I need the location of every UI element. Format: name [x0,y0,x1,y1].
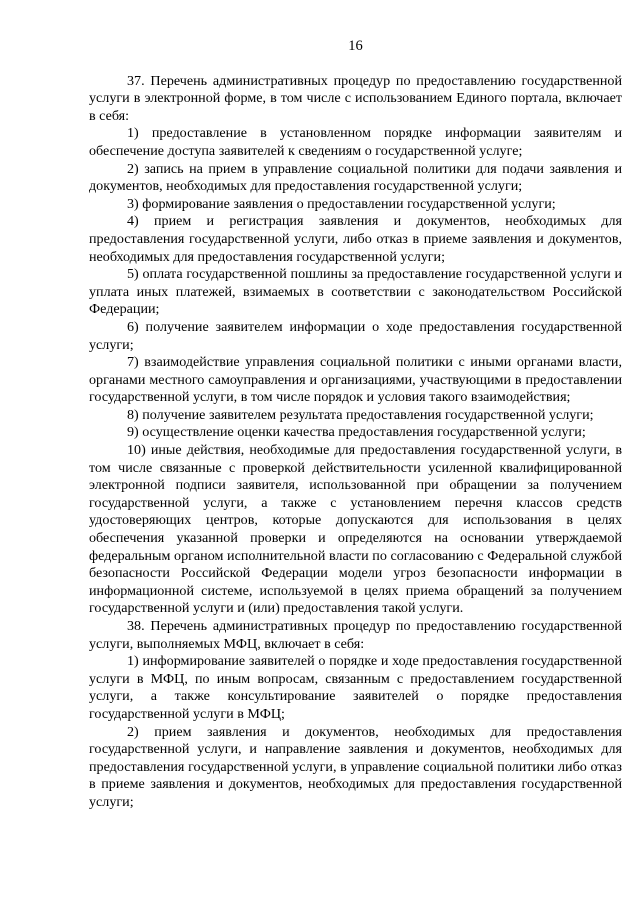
list-item-37-5: 5) оплата государственной пошлины за предоставление государственной услуги и уплата иных платежей, взимаемых в соответствии с законодательством Российской Федерации; [89,266,622,318]
paragraph-38-intro: 38. Перечень административных процедур по предоставлению государственной услуги, выполняемых МФЦ, включает в себя: [89,618,622,652]
list-item-37-1: 1) предоставление в установленном порядке информации заявителям и обеспечение доступа заявителей к сведениям о государственной услуге; [89,125,622,159]
list-item-37-10: 10) иные действия, необходимые для предоставления государственной услуги, в том числе связанные с проверкой действительности усиленной квалифицированной электронной подписи заявителя, использованной при обращении за получением государственной услуги, а также с установлением перечня классов средств удостоверяющих центров, которые допускаются для использования в целях обеспечения указанной проверки и определяются на основании утверждаемой федеральным органом исполнительной власти по согласованию с Федеральной службой безопасности Российской Федерации модели угроз безопасности информации в информационной системе, используемой в целях приема обращений за получением государственной услуги и (или) предоставления такой услуги. [89,442,622,617]
list-item-37-2: 2) запись на прием в управление социальной политики для подачи заявления и документов, необходимых для предоставления государственной услуги; [89,160,622,195]
list-item-38-2: 2) прием заявления и документов, необходимых для предоставления государственной услуги, и направление заявления и документов, необходимых для предоставления государственной услуги, в управление социальной политики либо отказ в приеме заявления и документов, необходимых для предоставления государственной услуги; [89,723,622,810]
paragraph-37-intro: 37. Перечень административных процедур по предоставлению государственной услуги в электронной форме, в том числе с использованием Единого портала, включает в себя: [89,72,622,124]
list-item-37-4: 4) прием и регистрация заявления и документов, необходимых для предоставления государственной услуги, либо отказ в приеме заявления и документов, необходимых для предоставления государственной услуги; [89,213,622,265]
list-item-37-8: 8) получение заявителем результата предоставления государственной услуги; [127,406,594,423]
list-item-37-3: 3) формирование заявления о предоставлении государственной услуги; [127,195,556,212]
document-page [89,38,622,812]
list-item-37-9: 9) осуществление оценки качества предоставления государственной услуги; [127,424,586,441]
page-number: 16 [348,38,363,54]
list-item-38-1: 1) информирование заявителей о порядке и ходе предоставления государственной услуги в МФЦ, по иным вопросам, связанным с предоставлением государственной услуги, а также консультирование заявителей о порядке предоставления государственной услуги в МФЦ; [89,653,622,722]
list-item-37-6: 6) получение заявителем информации о ходе предоставления государственной услуги; [89,318,622,353]
list-item-37-7: 7) взаимодействие управления социальной политики с иными органами власти, органами местного самоуправления и организациями, участвующими в предоставлении государственной услуги, в том числе порядок и условия такого взаимодействия; [89,354,622,406]
